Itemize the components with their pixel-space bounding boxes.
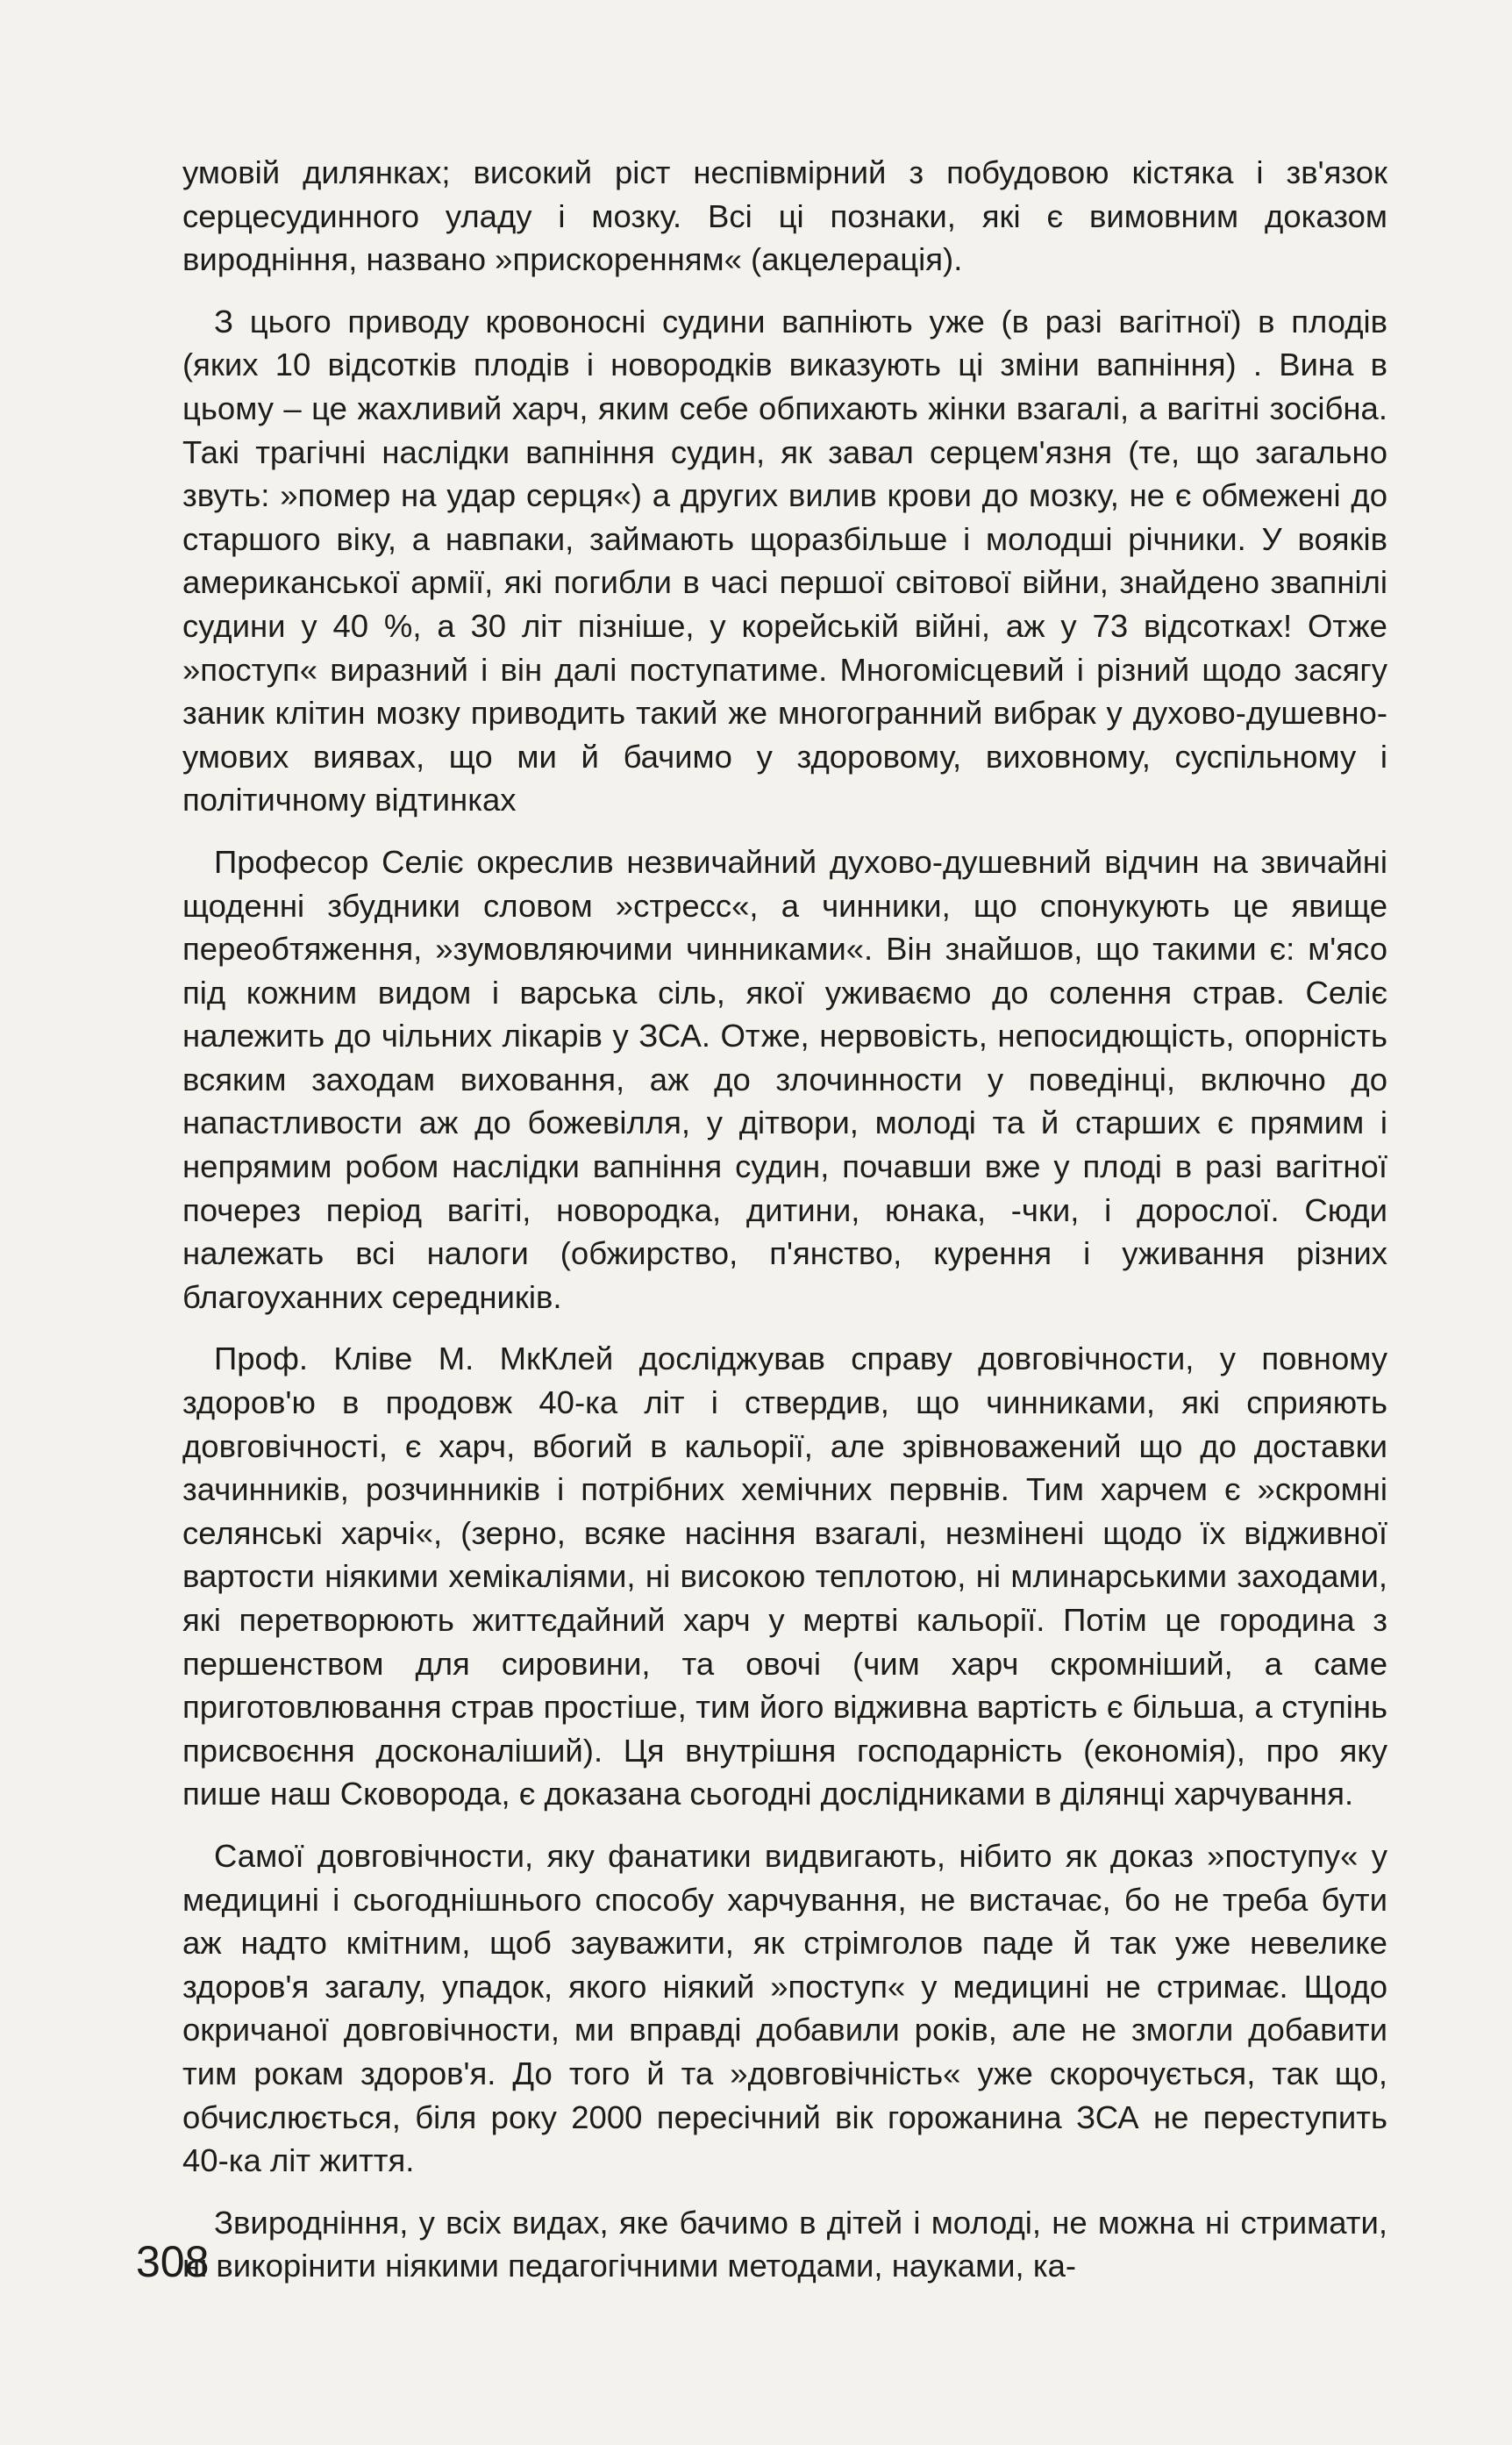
paragraph-3: Професор Селіє окреслив незвичайний духово-душевний відчин на звичайні щоденні збудники словом »стресс«, а чинники, що спонукують це явище переобтяження, »зумовляючими чинниками«. Він знайшов, що такими є: м'ясо під кожним видом і варська сіль, якої уживаємо до солення страв. Селіє належить до чільних лікарів у ЗСА. Отже, нервовість, непосидющість, опорність всяким заходам виховання, аж до злочинности у поведінці, включно до напастливости аж до божевілля, у дітвори, молоді та й старших є прямим і непрямим робом наслідки вапніння судин, почавши вже у плоді в разі вагітної почерез період вагіті, новородка, дитини, юнака, -чки, і дорослої. Сюди належать всі налоги (обжирство, п'янство, курення і уживання різних благоуханних середників.	[182, 843, 1387, 1315]
paragraph-2: З цього приводу кровоносні судини вапніють уже (в разі вагітної) в плодів (яких 10 відсотків плодів і новородків виказують ці зміни вапніння) . Вина в цьому – це жахливий харч, яким себе обпихають жінки взагалі, а вагітні зосібна. Такі трагічні наслідки вапніння судин, як завал серцем'язня (те, що загально звуть: »помер на удар серця«) а других вилив крови до мозку, не є обмежені до старшого віку, а навпаки, займають щоразбільше і молодші річники. У вояків американської армії, які погибли в часі першої світової війни, знайдено звапнілі судини у 40 %, а 30 літ пізніше, у корейській війні, аж у 73 відсотках! Отже »поступ« виразний і він далі поступатиме. Многомісцевий і різний щодо засягу заник клітин мозку приводить такий же многогранний вибрак у духово-душевно-умових виявах, що ми й бачимо у здоровому, виховному, суспільному і політичному відтинках	[182, 303, 1387, 819]
body-text	[182, 151, 1387, 2306]
paragraph-5: Самої довговічности, яку фанатики видвигають, нібито як доказ »поступу« у медицині і сьогоднішнього способу харчування, не вистачає, бо не треба бути аж надто кмітним, щоб зауважити, як стрімголов паде й так уже невелике здоров'я загалу, упадок, якого ніякий »поступ« у медицині не стримає. Щодо окричаної довговічности, ми вправді добавили років, але не змогли добавити тим рокам здоров'я. До того й та »довговічність« уже скорочується, так що, обчислюється, біля року 2000 пересічний вік горожанина ЗСА не переступить 40-ка літ життя.	[182, 1837, 1387, 2179]
page-number: 308	[136, 2237, 210, 2286]
paragraph-6: Звиродніння, у всіх видах, яке бачимо в дітей і молоді, не можна ні стримати, ні викорінити ніякими педагогічними методами, науками, ка-	[182, 2204, 1387, 2284]
paragraph-4: Проф. Кліве М. МкКлей досліджував справу довговічности, у повному здоров'ю в продовж 40-ка літ і ствердив, що чинниками, які сприяють довговічності, є харч, вбогий в кальорії, але зрівноважений що до доставки зачинників, розчинників і потрібних хемічних первнів. Тим харчем є »скромні селянські харчі«, (зерно, всяке насіння взагалі, незмінені щодо їх відживної вартости ніякими хемікаліями, ні високою теплотою, ні млинарськими заходами, які перетворюють життєдайний харч у мертві кальорії. Потім це городина з першенством для сировини, та овочі (чим харч скромніший, а саме приготовлювання страв простіше, тим його відживна вартість є більша, а ступінь присвоєння досконаліший). Ця внутрішня господарність (економія), про яку пише наш Сковорода, є доказана сьогодні дослідниками в ділянці харчування.	[182, 1340, 1387, 1812]
paragraph-1: умовій дилянках; високий ріст неспівмірний з побудовою кістяка і зв'язок серцесудинного уладу і мозку. Всі ці познаки, які є вимовним доказом виродніння, названо »прискоренням« (акцелерація).	[182, 154, 1387, 278]
